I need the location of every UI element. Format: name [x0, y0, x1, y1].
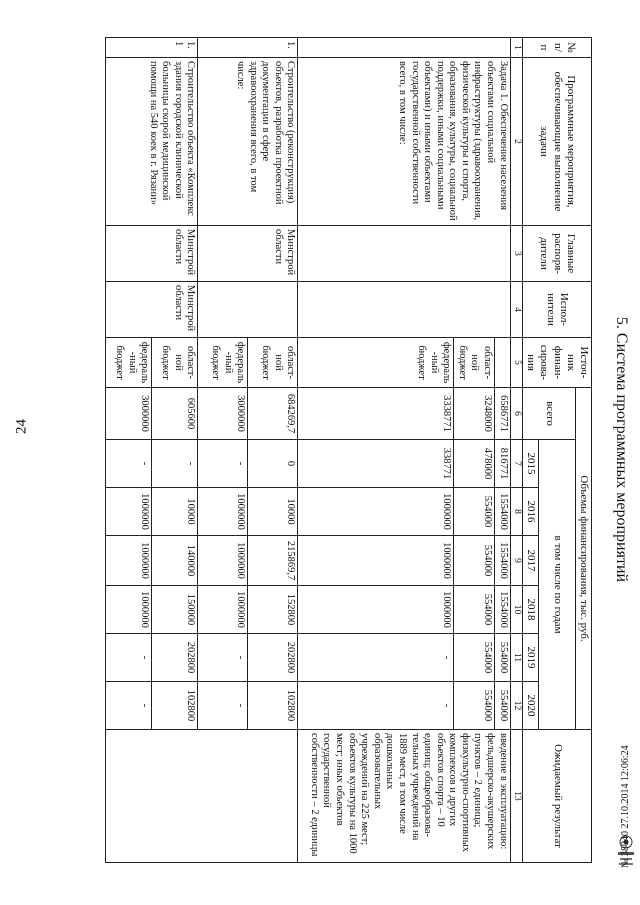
row-year-value: 1554000 [495, 586, 511, 634]
header-funding: Объемы финансирования, тыс. руб. [575, 388, 591, 730]
row-year-value: 102800 [152, 682, 198, 730]
row-source: федераль-ный бюджет [298, 338, 454, 388]
column-number: 10 [510, 586, 522, 634]
row-total: 605600 [152, 388, 198, 440]
row-year-value: 1000000 [298, 586, 454, 634]
row-expected-result: введение в эксплуатацию: фельдшерско-акушерских пунктов – 2 единица; физкультурно-спортивных комплексов и других объектов спорта – 10 единиц; общеобразова-тельных учреждений на 1889 мест, в том числе дошкольных образовательных учреждений на 225 мест; объектов культуры на 1000 мест; иных объектов государственной собственности – 2 единицы [298, 730, 510, 863]
row-year-value: - [106, 682, 152, 730]
section-title: 5. Система программных мероприятий [613, 316, 630, 583]
row-year-value: 478000 [454, 440, 495, 488]
row-year-value: - [152, 440, 198, 488]
row-year-value: 554000 [454, 634, 495, 682]
row-total: 3248000 [454, 388, 495, 440]
row-year-value: - [298, 634, 454, 682]
row-total: 3000000 [198, 388, 248, 440]
header-year: 2019 [523, 634, 539, 682]
row-year-value: 102800 [248, 682, 298, 730]
header-managers: Главные распоря-дители [523, 226, 592, 282]
row-year-value: 0 [248, 440, 298, 488]
row-manager [298, 226, 510, 282]
column-number: 7 [510, 440, 522, 488]
row-source: федераль-ный бюджет [198, 338, 248, 388]
row-source: федераль-ный бюджет [106, 338, 152, 388]
header-year: 2015 [523, 440, 539, 488]
rotated-page-content [52, 37, 636, 862]
page-number: 24 [13, 419, 30, 434]
row-year-value: 1554000 [495, 488, 511, 536]
row-total: 3000000 [106, 388, 152, 440]
row-measure: Строительство объекта «Комплекс здания городской клинической больницы скорой медицинской помощи на 540 коек в г. Рязани» [106, 58, 198, 226]
header-expected-result: Ожидаемый результат [523, 730, 592, 863]
row-source [495, 338, 511, 388]
header-source: Источ-ник финан-сирова-ния [523, 338, 592, 388]
row-year-value: - [198, 682, 248, 730]
program-measures-table [105, 37, 592, 863]
row-source: област-ной бюджет [152, 338, 198, 388]
row-year-value: - [106, 634, 152, 682]
row-manager: Минстрой области [198, 226, 298, 282]
row-source: област-ной бюджет [248, 338, 298, 388]
row-year-value: 554000 [454, 682, 495, 730]
row-year-value: 152800 [248, 586, 298, 634]
row-total: 684269,7 [248, 388, 298, 440]
column-number: 5 [510, 338, 522, 388]
header-executors: Испол-нители [523, 282, 592, 338]
row-year-value: 554000 [454, 488, 495, 536]
table-row [495, 38, 511, 863]
header-year: 2018 [523, 586, 539, 634]
column-number: 9 [510, 536, 522, 586]
column-number: 8 [510, 488, 522, 536]
table-header-row [575, 38, 591, 863]
header-total: всего [523, 388, 576, 440]
column-number: 13 [510, 730, 522, 863]
row-executor: Минстрой области [106, 282, 198, 338]
row-year-value: 338771 [298, 440, 454, 488]
row-num: 1.1 [106, 38, 198, 58]
header-year: 2016 [523, 488, 539, 536]
header-year: 2020 [523, 682, 539, 730]
row-year-value: 554000 [454, 586, 495, 634]
row-year-value: 1000000 [298, 488, 454, 536]
row-total: 3338771 [298, 388, 454, 440]
row-year-value: 1000000 [198, 586, 248, 634]
header-by-years: в том числе по годам [539, 440, 576, 730]
row-year-value: 215869,7 [248, 536, 298, 586]
row-year-value: 150000 [152, 586, 198, 634]
row-year-value: 202800 [248, 634, 298, 682]
column-number: 6 [510, 388, 522, 440]
document-registration-info: № 38040 27.10.2014 12:06:24 [620, 745, 631, 868]
row-year-value: 554000 [495, 682, 511, 730]
row-year-value: - [106, 440, 152, 488]
row-year-value: 140000 [152, 536, 198, 586]
row-measure: Задача 1. Обеспечение населения объектами социальной инфраструктуры (здравоохранения, физической культуры и спорта, образования, культуры, социальной поддержки, иными социальными объектами) и иными объектами государственной собственности всего, в том числе: [298, 58, 510, 226]
column-numbers-row [510, 38, 522, 863]
row-source: област-ной бюджет [454, 338, 495, 388]
row-measure: Строительство (реконструкция) объектов, разработка проектной документации в сфере здравоохранения всего, в том числе: [198, 58, 298, 226]
row-year-value: 1000000 [106, 488, 152, 536]
row-total: 6586771 [495, 388, 511, 440]
column-number: 3 [510, 226, 522, 282]
row-expected-result-continued [106, 730, 298, 863]
column-number: 4 [510, 282, 522, 338]
column-number: 12 [510, 682, 522, 730]
row-year-value: 816771 [495, 440, 511, 488]
row-executor [298, 282, 510, 338]
row-year-value: - [198, 634, 248, 682]
row-year-value: 10000 [248, 488, 298, 536]
column-number: 2 [510, 58, 522, 226]
column-number: 1 [510, 38, 522, 58]
row-year-value: 202800 [152, 634, 198, 682]
row-year-value: 1000000 [298, 536, 454, 586]
row-year-value: 1000000 [198, 536, 248, 586]
row-num [298, 38, 510, 58]
row-year-value: 554000 [454, 536, 495, 586]
row-num: 1. [198, 38, 298, 58]
row-year-value: 1000000 [198, 488, 248, 536]
row-year-value: - [298, 682, 454, 730]
row-year-value: 1000000 [106, 536, 152, 586]
table-row [248, 38, 298, 863]
column-number: 11 [510, 634, 522, 682]
header-num: № п/п [523, 38, 592, 58]
row-year-value: 554000 [495, 634, 511, 682]
row-year-value: 1554000 [495, 536, 511, 586]
row-executor [198, 282, 298, 338]
header-measures: Программные мероприятия, обеспечивающие выполнение задачи [523, 58, 592, 226]
row-year-value: - [198, 440, 248, 488]
header-year: 2017 [523, 536, 539, 586]
row-year-value: 10000 [152, 488, 198, 536]
row-year-value: 1000000 [106, 586, 152, 634]
row-manager: Минстрой области [106, 226, 198, 282]
